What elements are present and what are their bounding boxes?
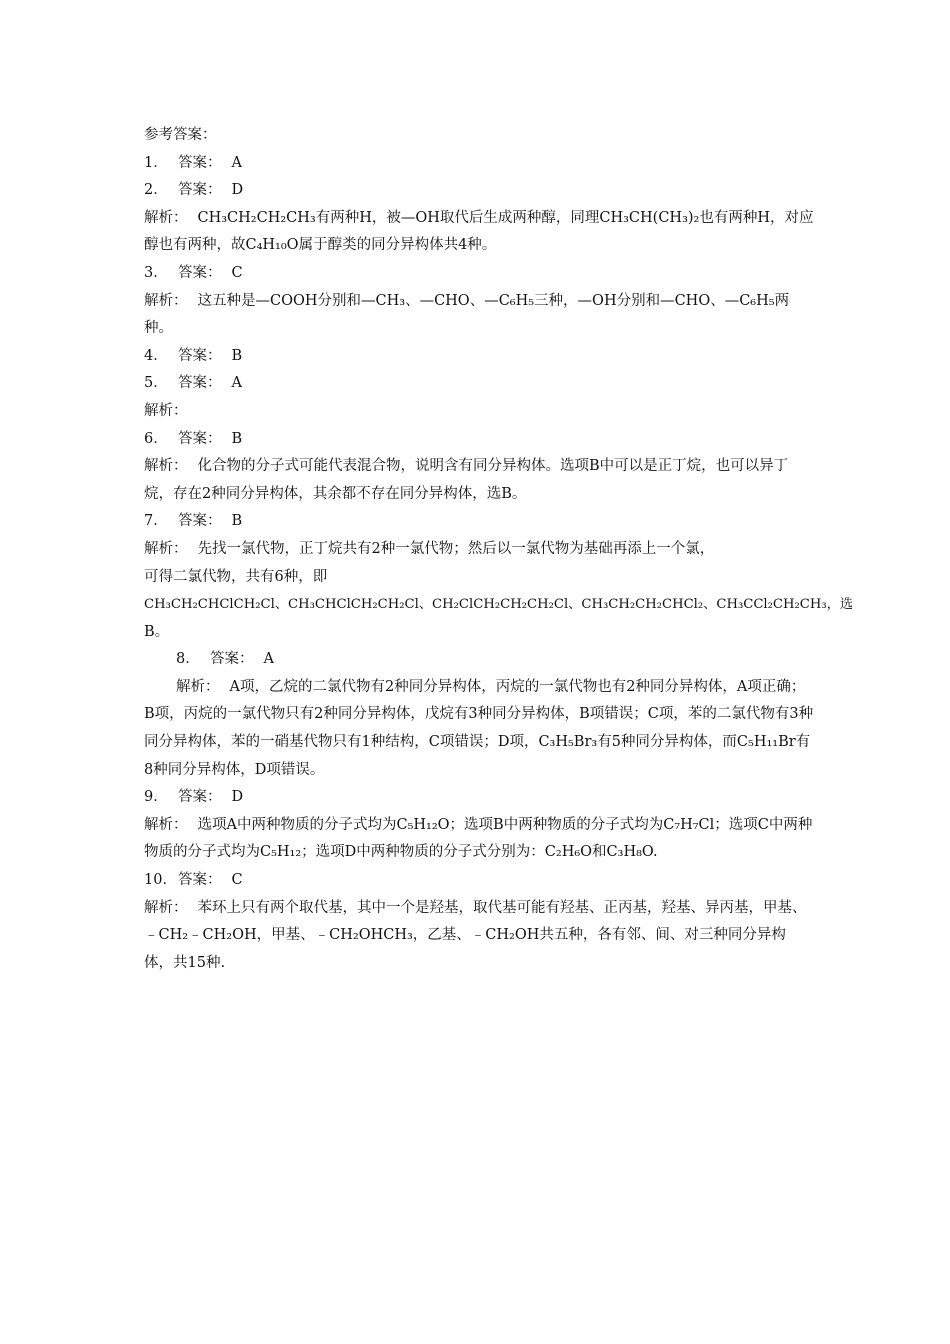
question-number: 2． [144, 182, 168, 199]
answer-value: D [231, 182, 244, 199]
question-number: 7． [144, 513, 168, 530]
analysis-6 [144, 453, 814, 508]
answer-line-2 [144, 177, 814, 205]
answer-line-10 [144, 867, 814, 895]
analysis-label: 解析： [144, 540, 188, 557]
analysis-text: 这五种是—COOH分别和—CH₃、—CHO、—C₆H₅三种，—OH分别和—CHO、—C₆H₅两种。 [144, 292, 790, 337]
analysis-7-formulas: CH₃CH₂CHClCH₂Cl、CH₃CHClCH₂CH₂Cl、CH₂ClCH₂CH₂CH₂Cl、CH₃CH₂CH₂CHCl₂、CH₃CCl₂CH₂CH₃，选 [144, 597, 854, 613]
answer-label: 答案： [210, 651, 254, 668]
answer-line-6 [144, 426, 814, 454]
question-number: 9． [144, 789, 168, 806]
answer-line-4 [144, 343, 814, 371]
analysis-text: 先找一氯代物，正丁烷共有2种一氯代物；然后以一氯代物为基础再添上一个氯， [197, 540, 715, 557]
answer-line-9 [144, 784, 814, 812]
answer-value: C [231, 872, 243, 889]
answer-value: B [231, 430, 243, 447]
question-number: 10． [144, 872, 177, 889]
question-number: 6． [144, 430, 168, 447]
answer-line-1 [144, 150, 814, 178]
answer-value: A [263, 651, 274, 668]
analysis-3 [144, 288, 814, 343]
answer-value: C [231, 264, 243, 281]
answer-label: 答案： [178, 154, 222, 171]
question-number: 5． [144, 375, 168, 392]
analysis-10 [144, 895, 814, 978]
analysis-text: 苯环上只有两个取代基，其中一个是羟基，取代基可能有羟基、正丙基，羟基、异丙基，甲基、﹣CH₂﹣CH₂OH，甲基、﹣CH₂OHCH₃，乙基、﹣CH₂OH共五种，各有邻、间、对三种同分异构体，共15种. [144, 899, 807, 971]
analysis-9 [144, 812, 814, 867]
analysis-text: CH₃CH₂CH₂CH₃有两种H，被—OH取代后生成两种醇，同理CH₃CH(CH₃)₂也有两种H，对应醇也有两种，故C₄H₁₀O属于醇类的同分异构体共4种。 [144, 209, 814, 254]
answer-label: 答案： [178, 789, 222, 806]
analysis-text: 化合物的分子式可能代表混合物，说明含有同分异构体。选项B中可以是正丁烷，也可以异丁烷，存在2种同分异构体，其余都不存在同分异构体，选B。 [144, 458, 789, 502]
analysis-label: 解析： [144, 209, 188, 226]
question-number: 4． [144, 347, 168, 364]
analysis-label: 解析： [144, 899, 188, 916]
analysis-label: 解析： [176, 678, 220, 695]
analysis-7-line-2: 可得二氯代物，共有6种，即 [144, 568, 328, 585]
answer-line-7 [144, 508, 814, 536]
answer-value: D [231, 789, 244, 806]
analysis-label: 解析： [144, 402, 188, 419]
answer-label: 答案： [178, 264, 222, 281]
analysis-7 [144, 536, 814, 564]
answer-label: 答案： [178, 182, 222, 199]
answer-key [144, 122, 854, 977]
answer-label: 答案： [178, 513, 222, 530]
question-number: 8． [176, 651, 200, 668]
analysis-label: 解析： [144, 292, 188, 309]
answer-value: B [231, 347, 243, 364]
analysis-text: 选项A中两种物质的分子式均为C₅H₁₂O；选项B中两种物质的分子式均为C₇H₇Cl；选项C中两种物质的分子式均为C₅H₁₂；选项D中两种物质的分子式分别为：C₂H₆O和C₃H₈O. [144, 816, 813, 861]
answer-value: A [231, 154, 242, 171]
analysis-8 [144, 674, 814, 784]
answer-label: 答案： [178, 430, 222, 447]
answer-value: A [231, 375, 242, 392]
analysis-2 [144, 205, 814, 260]
question-number: 1． [144, 154, 168, 171]
analysis-label: 解析： [144, 458, 188, 475]
answer-key-title: 参考答案： [144, 127, 217, 143]
answer-label: 答案： [178, 347, 222, 364]
analysis-label: 解析： [144, 816, 188, 833]
answer-value: B [231, 513, 243, 530]
answer-line-8 [144, 646, 814, 674]
answer-line-3 [144, 260, 814, 288]
question-number: 3． [144, 264, 168, 281]
answer-label: 答案： [178, 375, 222, 392]
answer-line-5 [144, 370, 814, 398]
answer-label: 答案： [178, 872, 222, 889]
analysis-7-line-4: B。 [144, 623, 170, 640]
analysis-5 [144, 398, 814, 426]
analysis-text: A项，乙烷的二氯代物有2种同分异构体，丙烷的一氯代物也有2种同分异构体，A项正确；B项，丙烷的一氯代物只有2种同分异构体，戊烷有3种同分异构体，B项错误；C项，苯的二氯代物有3种同分异构体，苯的一硝基代物只有1种结构，C项错误；D项，C₃H₅Br₃有5种同分异构体，而C₅H₁₁Br有8种同分异构体，D项错误。 [144, 678, 814, 778]
